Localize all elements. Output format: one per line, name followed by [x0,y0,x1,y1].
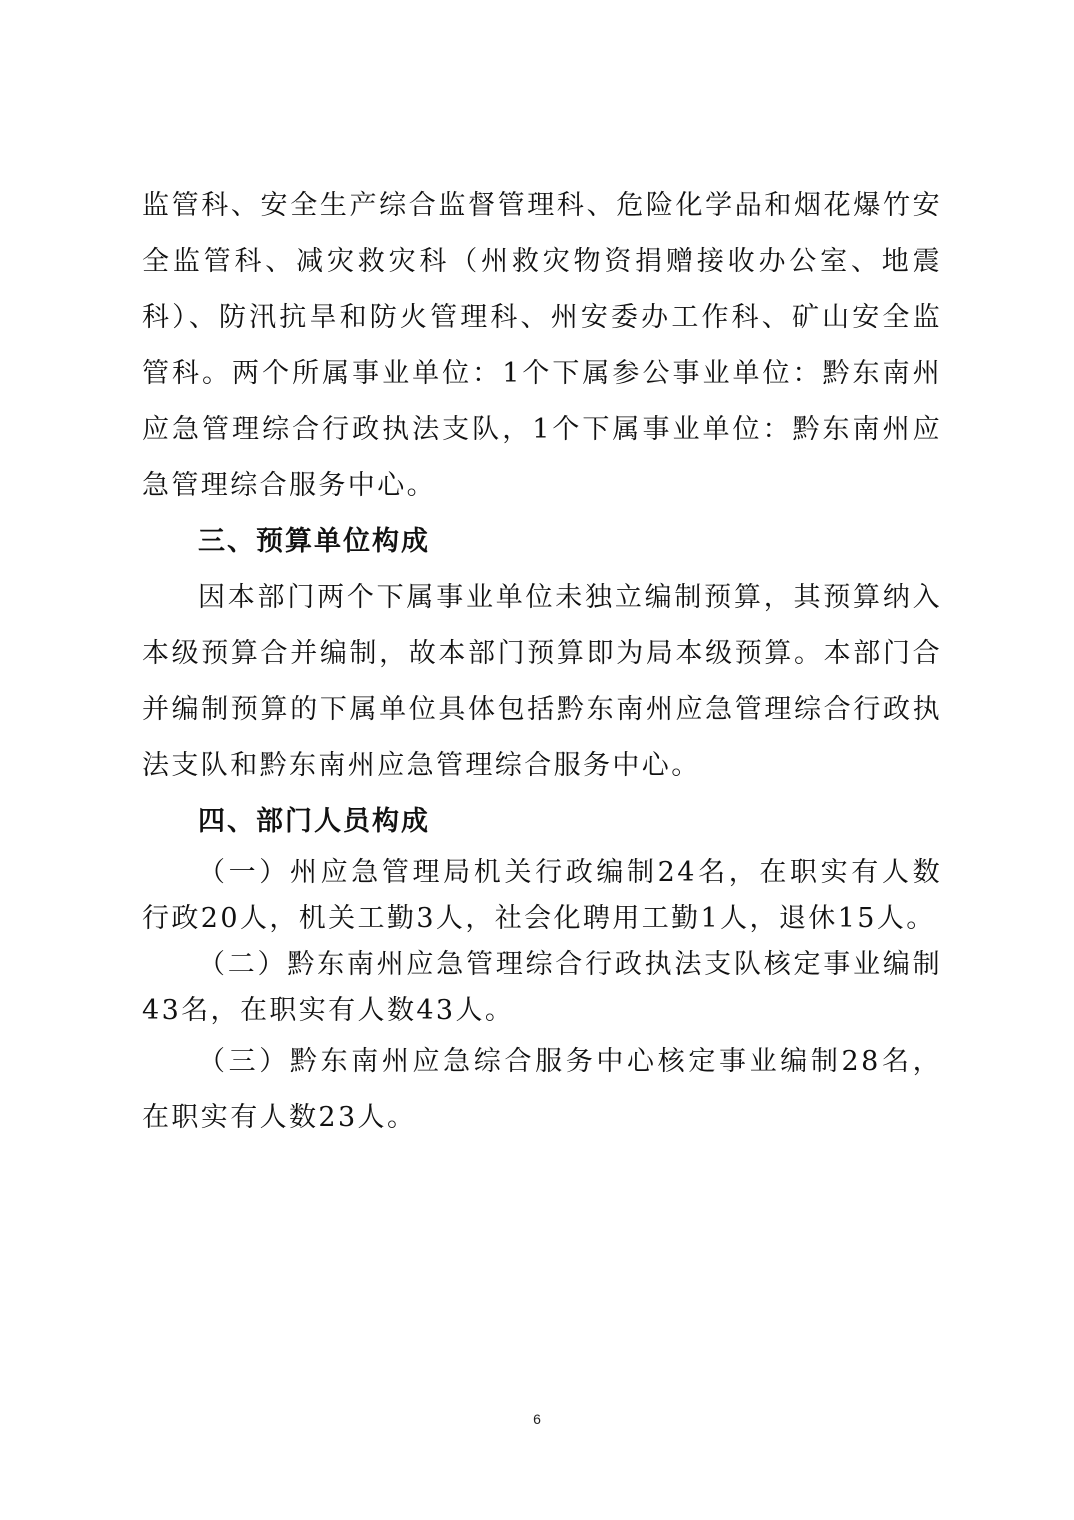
section-heading-staff: 四、部门人员构成 [198,806,430,837]
paragraph-internal-departments: 监管科、安全生产综合监督管理科、危险化学品和烟花爆竹安全监管科、减灾救灾科（州救灾物资捐赠接收办公室、地震科）、防汛抗旱和防火管理科、州安委办工作科、矿山安全监管科。两个所属事业单位：1个下属参公事业单位：黔东南州应急管理综合行政执法支队，1个下属事业单位：黔东南州应急管理综合服务中心。 [142,190,942,501]
paragraph-staff-enforcement: （二）黔东南州应急管理综合行政执法支队核定事业编制43名，在职实有人数43人。 [142,949,942,1026]
paragraph-budget-units: 因本部门两个下属事业单位未独立编制预算，其预算纳入本级预算合并编制，故本部门预算即为局本级预算。本部门合并编制预算的下属单位具体包括黔东南州应急管理综合行政执法支队和黔东南州应急管理综合服务中心。 [142,582,942,781]
section-heading-budget-units: 三、预算单位构成 [198,526,430,557]
page-number: 6 [533,1411,541,1427]
paragraph-staff-bureau: （一）州应急管理局机关行政编制24名，在职实有人数行政20人，机关工勤3人，社会化聘用工勤1人，退休15人。 [142,857,942,934]
document-body [142,178,942,1146]
paragraph-staff-service-center: （三）黔东南州应急综合服务中心核定事业编制28名，在职实有人数23人。 [142,1046,942,1133]
